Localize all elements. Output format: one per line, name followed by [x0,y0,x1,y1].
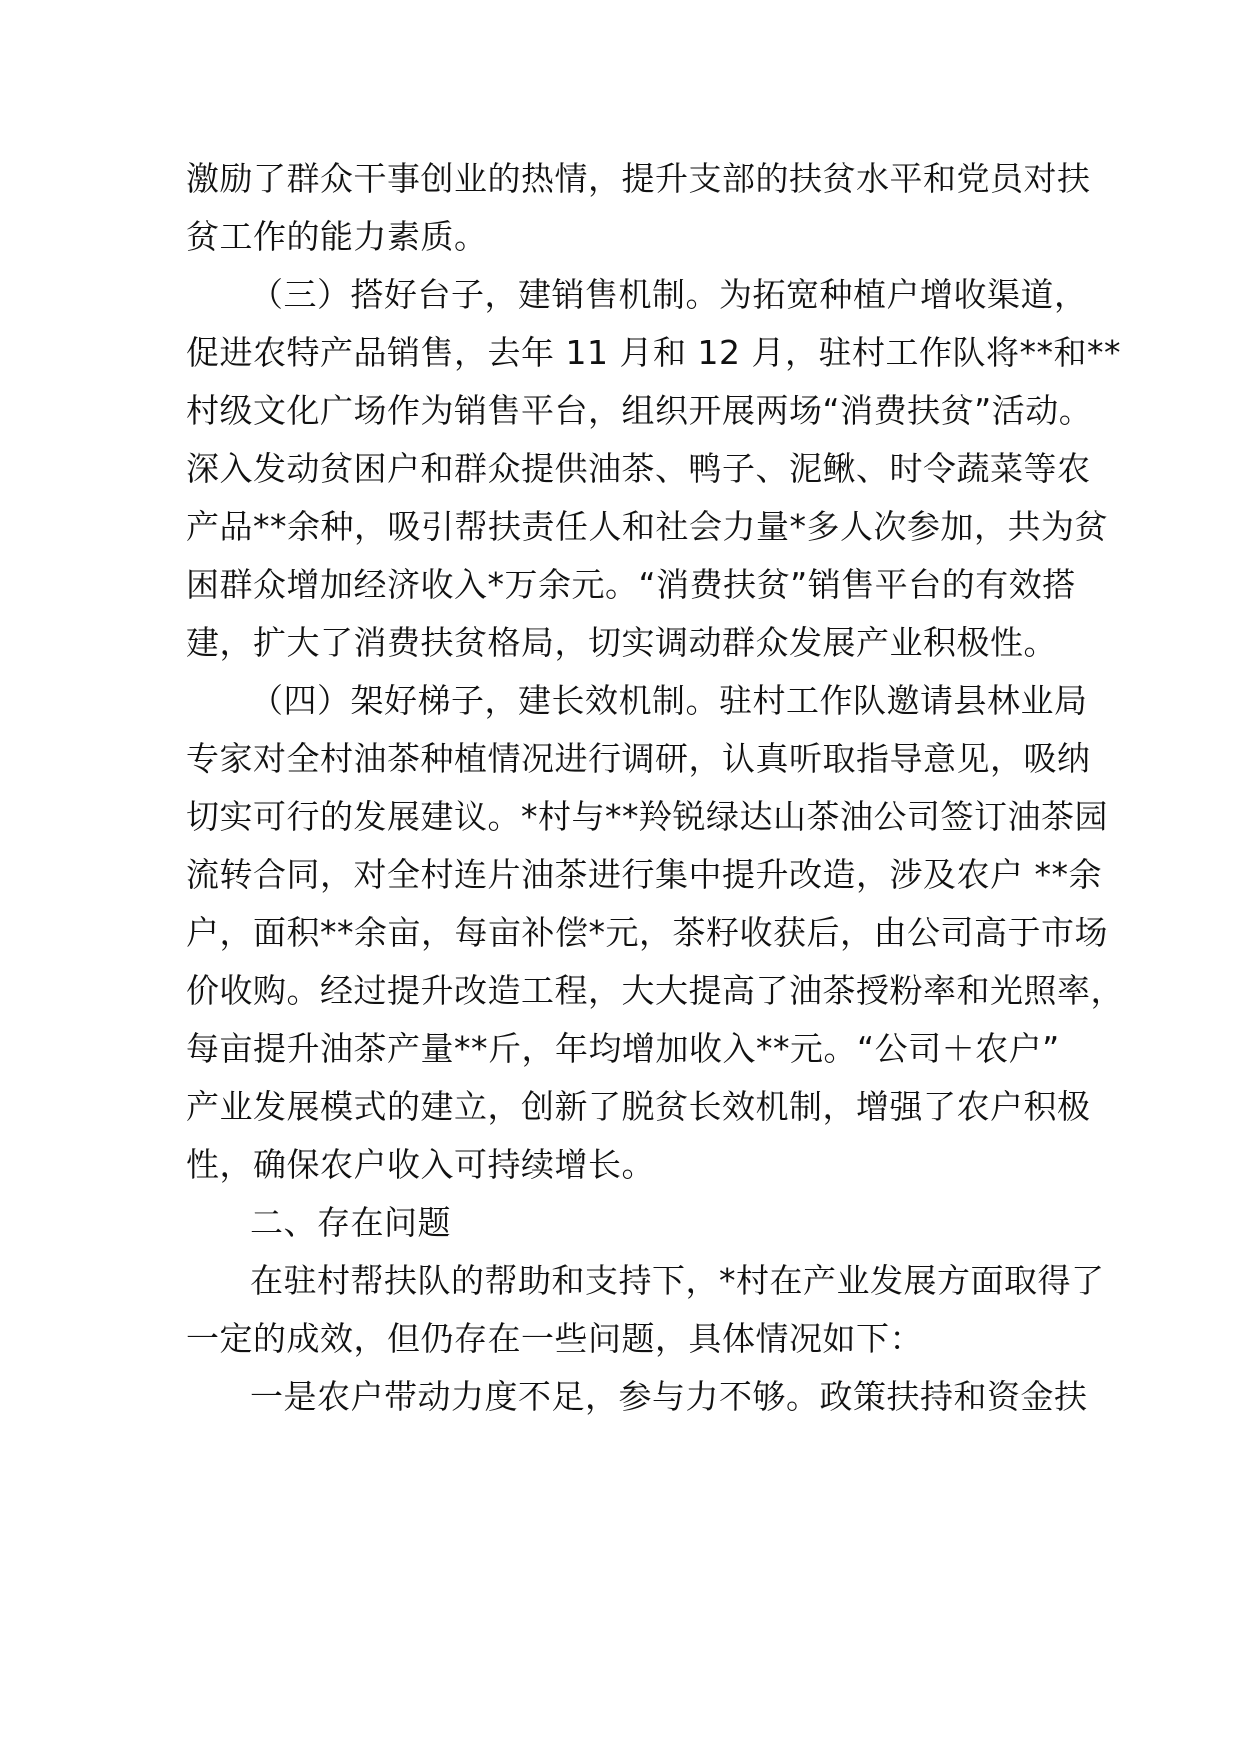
text-line: 激励了群众干事创业的热情，提升支部的扶贫水平和党员对扶 [186,159,1091,198]
text-line: 深入发动贫困户和群众提供油茶、鸭子、泥鳅、时令蔬菜等农 [186,449,1091,488]
paragraph-heading: （四）架好梯子，建长效机制。驻村工作队邀请县林业局 [250,681,1088,720]
section-heading: 二、存在问题 [250,1203,451,1242]
text-line: 建，扩大了消费扶贫格局，切实调动群众发展产业积极性。 [186,623,1057,662]
text-line: 产品**余种，吸引帮扶责任人和社会力量*多人次参加，共为贫 [186,507,1108,546]
text-line: 产业发展模式的建立，创新了脱贫长效机制，增强了农户积极 [186,1087,1091,1126]
text-line: 贫工作的能力素质。 [186,217,488,256]
text-line: 在驻村帮扶队的帮助和支持下，*村在产业发展方面取得了 [250,1261,1105,1300]
text-line: 一是农户带动力度不足，参与力不够。政策扶持和资金扶 [250,1377,1088,1416]
text-line: 专家对全村油茶种植情况进行调研，认真听取指导意见，吸纳 [186,739,1091,778]
text-line: 村级文化广场作为销售平台，组织开展两场“消费扶贫”活动。 [186,391,1093,430]
text-line: 切实可行的发展建议。*村与**羚锐绿达山茶油公司签订油茶园 [186,797,1108,836]
text-line: 促进农特产品销售，去年 11 月和 12 月，驻村工作队将**和** [186,333,1121,372]
text-line: 流转合同，对全村连片油茶进行集中提升改造，涉及农户 **余 [186,855,1102,894]
text-line: 一定的成效，但仍存在一些问题，具体情况如下： [186,1319,923,1358]
text-line: 户，面积**余亩，每亩补偿*元，茶籽收获后，由公司高于市场 [186,913,1108,952]
text-line: 困群众增加经济收入*万余元。“消费扶贫”销售平台的有效搭 [186,565,1076,604]
paragraph-heading: （三）搭好台子，建销售机制。为拓宽种植户增收渠道， [250,275,1088,314]
text-line: 每亩提升油茶产量**斤，年均增加收入**元。“公司＋农户” [186,1029,1060,1068]
text-line: 性，确保农户收入可持续增长。 [186,1145,655,1184]
text-line: 价收购。经过提升改造工程，大大提高了油茶授粉率和光照率， [186,971,1124,1010]
